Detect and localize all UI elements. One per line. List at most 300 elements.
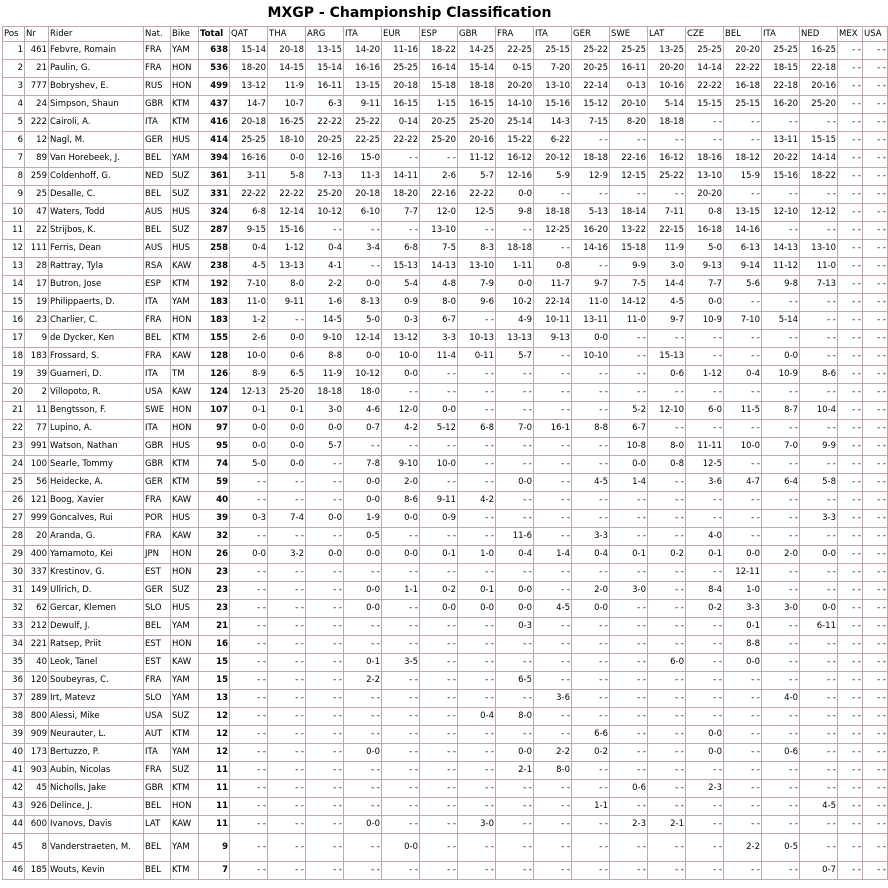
cell-round-result: - - xyxy=(496,816,534,834)
cell-rider: Coldenhoff, G. xyxy=(49,168,144,186)
cell-rider: Ratsep, Priit xyxy=(49,636,144,654)
cell-round-result: - - xyxy=(838,78,863,96)
cell-rider: Aranda, G. xyxy=(49,528,144,546)
cell-round-result: - - xyxy=(382,528,420,546)
cell-round-result: - - xyxy=(762,862,800,880)
cell-bike: HON xyxy=(171,636,199,654)
cell-total: 32 xyxy=(199,528,230,546)
cell-pos: 34 xyxy=(3,636,25,654)
cell-round-result: - - xyxy=(572,438,610,456)
col-header-round: NED xyxy=(800,27,838,42)
cell-round-result: - - xyxy=(800,690,838,708)
cell-round-result: 0-8 xyxy=(648,456,686,474)
cell-round-result: 13-22 xyxy=(610,222,648,240)
cell-round-result: - - xyxy=(534,780,572,798)
cell-round-result: - - xyxy=(458,654,496,672)
cell-round-result: - - xyxy=(686,708,724,726)
cell-round-result: - - xyxy=(800,636,838,654)
cell-round-result: 6-7 xyxy=(420,312,458,330)
cell-round-result: - - xyxy=(268,672,306,690)
cell-round-result: 1-1 xyxy=(572,798,610,816)
cell-bike: KTM xyxy=(171,276,199,294)
cell-nr: 24 xyxy=(25,96,49,114)
cell-round-result: - - xyxy=(306,618,344,636)
cell-round-result: - - xyxy=(496,862,534,880)
cell-round-result: 0-0 xyxy=(268,438,306,456)
cell-round-result: 0-0 xyxy=(306,546,344,564)
cell-round-result: - - xyxy=(762,708,800,726)
cell-round-result: 15-16 xyxy=(268,222,306,240)
cell-round-result: 25-20 xyxy=(420,132,458,150)
cell-round-result: 22-22 xyxy=(268,186,306,204)
cell-nr: 212 xyxy=(25,618,49,636)
cell-round-result: 13-13 xyxy=(268,258,306,276)
cell-round-result: - - xyxy=(230,474,268,492)
cell-round-result: - - xyxy=(572,862,610,880)
table-row xyxy=(3,330,888,348)
cell-round-result: - - xyxy=(420,150,458,168)
cell-round-result: - - xyxy=(268,564,306,582)
cell-round-result: - - xyxy=(610,708,648,726)
cell-round-result: - - xyxy=(648,510,686,528)
cell-round-result: 20-25 xyxy=(572,60,610,78)
cell-round-result: 8-3 xyxy=(458,240,496,258)
cell-round-result: - - xyxy=(306,492,344,510)
cell-round-result: - - xyxy=(610,690,648,708)
cell-round-result: 1-15 xyxy=(420,96,458,114)
cell-nr: 12 xyxy=(25,132,49,150)
cell-round-result: 10-16 xyxy=(648,78,686,96)
cell-round-result: - - xyxy=(534,636,572,654)
cell-round-result: - - xyxy=(230,654,268,672)
cell-round-result: - - xyxy=(496,798,534,816)
cell-round-result: - - xyxy=(534,672,572,690)
cell-round-result: - - xyxy=(230,636,268,654)
cell-round-result: - - xyxy=(534,528,572,546)
cell-round-result: 2-2 xyxy=(534,744,572,762)
cell-nat: JPN xyxy=(144,546,171,564)
cell-round-result: - - xyxy=(762,636,800,654)
cell-round-result: 8-0 xyxy=(534,762,572,780)
cell-round-result: - - xyxy=(800,744,838,762)
cell-round-result: - - xyxy=(420,690,458,708)
cell-round-result: - - xyxy=(230,744,268,762)
cell-round-result: - - xyxy=(762,726,800,744)
cell-round-result: 22-25 xyxy=(496,42,534,60)
cell-round-result: - - xyxy=(838,798,863,816)
cell-round-result: - - xyxy=(648,492,686,510)
cell-pos: 33 xyxy=(3,618,25,636)
cell-round-result: 13-15 xyxy=(306,42,344,60)
cell-nr: 100 xyxy=(25,456,49,474)
col-header-pos: Pos xyxy=(3,27,25,42)
cell-round-result: 20-20 xyxy=(496,78,534,96)
col-header-round: THA xyxy=(268,27,306,42)
cell-round-result: - - xyxy=(496,456,534,474)
table-row xyxy=(3,654,888,672)
cell-round-result: 15-14 xyxy=(458,60,496,78)
cell-round-result: 7-7 xyxy=(382,204,420,222)
cell-round-result: 0-0 xyxy=(800,600,838,618)
cell-bike: KTM xyxy=(171,862,199,880)
cell-round-result: 20-16 xyxy=(458,132,496,150)
cell-round-result: 0-0 xyxy=(572,330,610,348)
cell-round-result: - - xyxy=(838,690,863,708)
cell-nat: GBR xyxy=(144,96,171,114)
cell-round-result: 15-14 xyxy=(230,42,268,60)
cell-round-result: 0-4 xyxy=(496,546,534,564)
cell-round-result: - - xyxy=(610,132,648,150)
cell-round-result: - - xyxy=(534,402,572,420)
cell-round-result: - - xyxy=(762,510,800,528)
cell-round-result: - - xyxy=(800,528,838,546)
table-row xyxy=(3,240,888,258)
cell-round-result: - - xyxy=(572,780,610,798)
cell-total: 124 xyxy=(199,384,230,402)
cell-round-result: - - xyxy=(230,726,268,744)
cell-round-result: 3-5 xyxy=(382,654,420,672)
cell-round-result: - - xyxy=(838,708,863,726)
cell-round-result: - - xyxy=(420,474,458,492)
cell-round-result: 0-0 xyxy=(230,546,268,564)
cell-round-result: 9-13 xyxy=(686,258,724,276)
cell-round-result: 20-12 xyxy=(534,150,572,168)
cell-round-result: 25-20 xyxy=(800,96,838,114)
cell-round-result: - - xyxy=(420,834,458,862)
cell-round-result: 0-4 xyxy=(572,546,610,564)
cell-round-result: - - xyxy=(306,834,344,862)
cell-round-result: - - xyxy=(458,456,496,474)
cell-round-result: 15-18 xyxy=(420,78,458,96)
cell-round-result: 0-0 xyxy=(496,474,534,492)
cell-round-result: 18-18 xyxy=(496,240,534,258)
cell-round-result: 7-4 xyxy=(268,510,306,528)
cell-round-result: 15-18 xyxy=(610,240,648,258)
cell-round-result: 10-0 xyxy=(420,456,458,474)
cell-round-result: 2-1 xyxy=(648,816,686,834)
cell-bike: HON xyxy=(171,564,199,582)
cell-round-result: 15-0 xyxy=(344,150,382,168)
cell-round-result: - - xyxy=(863,564,888,582)
cell-round-result: - - xyxy=(800,294,838,312)
cell-round-result: 0-9 xyxy=(420,510,458,528)
cell-round-result: 5-12 xyxy=(420,420,458,438)
cell-round-result: 0-0 xyxy=(344,744,382,762)
table-row xyxy=(3,222,888,240)
cell-round-result: - - xyxy=(800,672,838,690)
cell-round-result: - - xyxy=(762,492,800,510)
cell-bike: YAM xyxy=(171,294,199,312)
cell-nr: 25 xyxy=(25,186,49,204)
cell-pos: 32 xyxy=(3,600,25,618)
cell-round-result: - - xyxy=(863,780,888,798)
cell-round-result: 7-5 xyxy=(420,240,458,258)
cell-round-result: 0-3 xyxy=(496,618,534,636)
cell-round-result: 15-13 xyxy=(648,348,686,366)
cell-nr: 461 xyxy=(25,42,49,60)
cell-round-result: - - xyxy=(382,150,420,168)
cell-round-result: 2-0 xyxy=(762,546,800,564)
cell-nat: SLO xyxy=(144,690,171,708)
cell-round-result: 3-3 xyxy=(724,600,762,618)
cell-nat: BEL xyxy=(144,330,171,348)
cell-round-result: 9-10 xyxy=(306,330,344,348)
cell-round-result: - - xyxy=(382,672,420,690)
cell-round-result: 3-3 xyxy=(572,528,610,546)
col-header-round: ITA xyxy=(762,27,800,42)
cell-round-result: - - xyxy=(838,168,863,186)
cell-round-result: - - xyxy=(863,366,888,384)
cell-round-result: - - xyxy=(800,348,838,366)
cell-round-result: 18-12 xyxy=(724,150,762,168)
cell-nat: SWE xyxy=(144,402,171,420)
cell-total: 15 xyxy=(199,654,230,672)
cell-bike: HUS xyxy=(171,600,199,618)
cell-round-result: - - xyxy=(572,816,610,834)
cell-round-result: - - xyxy=(762,816,800,834)
cell-round-result: - - xyxy=(306,780,344,798)
cell-round-result: - - xyxy=(838,582,863,600)
cell-round-result: 2-3 xyxy=(610,816,648,834)
cell-rider: Frossard, S. xyxy=(49,348,144,366)
cell-round-result: - - xyxy=(268,600,306,618)
cell-round-result: - - xyxy=(610,366,648,384)
cell-round-result: 3-0 xyxy=(610,582,648,600)
cell-round-result: - - xyxy=(268,690,306,708)
cell-round-result: 13-15 xyxy=(724,204,762,222)
cell-round-result: 11-9 xyxy=(648,240,686,258)
cell-round-result: - - xyxy=(572,618,610,636)
cell-pos: 25 xyxy=(3,474,25,492)
cell-pos: 24 xyxy=(3,456,25,474)
cell-round-result: - - xyxy=(863,582,888,600)
cell-round-result: - - xyxy=(420,366,458,384)
cell-total: 437 xyxy=(199,96,230,114)
cell-round-result: 16-12 xyxy=(648,150,686,168)
cell-round-result: - - xyxy=(230,834,268,862)
cell-round-result: 0-1 xyxy=(344,654,382,672)
cell-round-result: - - xyxy=(268,762,306,780)
cell-round-result: 5-4 xyxy=(382,276,420,294)
cell-round-result: 8-13 xyxy=(344,294,382,312)
cell-round-result: - - xyxy=(458,726,496,744)
cell-rider: Boog, Xavier xyxy=(49,492,144,510)
cell-nr: 337 xyxy=(25,564,49,582)
col-header-round: ITA xyxy=(534,27,572,42)
cell-round-result: - - xyxy=(344,258,382,276)
cell-round-result: 18-18 xyxy=(306,384,344,402)
cell-round-result: - - xyxy=(230,780,268,798)
cell-round-result: - - xyxy=(863,672,888,690)
cell-round-result: 0-0 xyxy=(420,402,458,420)
cell-round-result: - - xyxy=(496,564,534,582)
cell-rider: Ullrich, D. xyxy=(49,582,144,600)
cell-round-result: 15-16 xyxy=(762,168,800,186)
cell-round-result: 16-16 xyxy=(230,150,268,168)
cell-pos: 4 xyxy=(3,96,25,114)
cell-round-result: - - xyxy=(686,618,724,636)
cell-round-result: - - xyxy=(648,132,686,150)
cell-total: 74 xyxy=(199,456,230,474)
table-row xyxy=(3,474,888,492)
col-header-round: MEX xyxy=(838,27,863,42)
col-header-round: SWE xyxy=(610,27,648,42)
cell-round-result: 12-9 xyxy=(572,168,610,186)
cell-round-result: 11-16 xyxy=(382,42,420,60)
cell-round-result: 25-22 xyxy=(648,168,686,186)
cell-nr: 111 xyxy=(25,240,49,258)
cell-nr: 991 xyxy=(25,438,49,456)
cell-round-result: 0-0 xyxy=(344,474,382,492)
cell-round-result: 0-0 xyxy=(496,276,534,294)
cell-round-result: - - xyxy=(230,600,268,618)
cell-round-result: - - xyxy=(610,654,648,672)
cell-round-result: 5-9 xyxy=(534,168,572,186)
cell-round-result: - - xyxy=(838,546,863,564)
cell-round-result: 0-0 xyxy=(306,420,344,438)
cell-round-result: 16-20 xyxy=(762,96,800,114)
cell-rider: Dewulf, J. xyxy=(49,618,144,636)
cell-round-result: 0-14 xyxy=(382,114,420,132)
col-header-rider: Rider xyxy=(49,27,144,42)
cell-bike: HUS xyxy=(171,510,199,528)
cell-bike: SUZ xyxy=(171,186,199,204)
cell-nr: 222 xyxy=(25,114,49,132)
cell-round-result: 0-0 xyxy=(686,294,724,312)
cell-pos: 43 xyxy=(3,798,25,816)
cell-total: 23 xyxy=(199,582,230,600)
cell-nr: 259 xyxy=(25,168,49,186)
cell-round-result: - - xyxy=(724,672,762,690)
cell-rider: Goncalves, Rui xyxy=(49,510,144,528)
cell-round-result: - - xyxy=(572,690,610,708)
cell-round-result: - - xyxy=(496,654,534,672)
cell-round-result: - - xyxy=(648,672,686,690)
cell-round-result: - - xyxy=(420,816,458,834)
cell-round-result: - - xyxy=(838,384,863,402)
cell-round-result: 1-12 xyxy=(686,366,724,384)
cell-round-result: - - xyxy=(838,330,863,348)
cell-nat: FRA xyxy=(144,672,171,690)
cell-round-result: - - xyxy=(648,780,686,798)
cell-pos: 28 xyxy=(3,528,25,546)
cell-round-result: 1-0 xyxy=(724,582,762,600)
cell-round-result: - - xyxy=(648,330,686,348)
cell-round-result: 13-25 xyxy=(648,42,686,60)
cell-bike: KTM xyxy=(171,114,199,132)
cell-rider: Simpson, Shaun xyxy=(49,96,144,114)
cell-nat: AUS xyxy=(144,240,171,258)
cell-round-result: - - xyxy=(863,186,888,204)
cell-nat: NED xyxy=(144,168,171,186)
table-row xyxy=(3,564,888,582)
cell-round-result: - - xyxy=(420,438,458,456)
cell-round-result: - - xyxy=(838,474,863,492)
cell-round-result: - - xyxy=(648,420,686,438)
cell-round-result: - - xyxy=(863,240,888,258)
cell-round-result: - - xyxy=(863,330,888,348)
cell-round-result: - - xyxy=(863,600,888,618)
cell-round-result: 14-5 xyxy=(306,312,344,330)
cell-round-result: - - xyxy=(610,348,648,366)
cell-round-result: - - xyxy=(863,402,888,420)
col-header-round: USA xyxy=(863,27,888,42)
cell-nr: 909 xyxy=(25,726,49,744)
cell-rider: Heidecke, A. xyxy=(49,474,144,492)
cell-round-result: 3-0 xyxy=(648,258,686,276)
cell-round-result: - - xyxy=(838,312,863,330)
cell-bike: YAM xyxy=(171,834,199,862)
cell-round-result: - - xyxy=(686,834,724,862)
cell-round-result: - - xyxy=(863,816,888,834)
cell-pos: 2 xyxy=(3,60,25,78)
cell-bike: HUS xyxy=(171,438,199,456)
cell-rider: Nagl, M. xyxy=(49,132,144,150)
cell-round-result: - - xyxy=(800,312,838,330)
cell-total: 638 xyxy=(199,42,230,60)
table-row xyxy=(3,780,888,798)
cell-round-result: - - xyxy=(686,384,724,402)
cell-round-result: - - xyxy=(838,564,863,582)
cell-nr: 20 xyxy=(25,528,49,546)
cell-nr: 9 xyxy=(25,330,49,348)
cell-bike: YAM xyxy=(171,150,199,168)
cell-round-result: 3-0 xyxy=(306,402,344,420)
cell-round-result: 0-0 xyxy=(344,582,382,600)
cell-round-result: - - xyxy=(458,438,496,456)
cell-rider: Irt, Matevz xyxy=(49,690,144,708)
cell-round-result: 0-3 xyxy=(382,312,420,330)
cell-round-result: 9-7 xyxy=(648,312,686,330)
cell-round-result: 8-0 xyxy=(420,294,458,312)
cell-round-result: - - xyxy=(306,708,344,726)
table-row xyxy=(3,384,888,402)
cell-rider: Neurauter, L. xyxy=(49,726,144,744)
cell-pos: 15 xyxy=(3,294,25,312)
cell-round-result: - - xyxy=(344,222,382,240)
cell-rider: Ivanovs, Davis xyxy=(49,816,144,834)
cell-round-result: 18-16 xyxy=(686,150,724,168)
cell-round-result: - - xyxy=(724,780,762,798)
cell-round-result: 8-6 xyxy=(800,366,838,384)
page-title: MXGP - Championship Classification xyxy=(267,5,552,21)
cell-round-result: - - xyxy=(534,366,572,384)
table-row xyxy=(3,672,888,690)
cell-round-result: - - xyxy=(306,726,344,744)
cell-round-result: 18-22 xyxy=(800,168,838,186)
cell-round-result: 3-3 xyxy=(420,330,458,348)
cell-round-result: - - xyxy=(572,636,610,654)
cell-round-result: 12-0 xyxy=(382,402,420,420)
cell-round-result: - - xyxy=(800,114,838,132)
cell-round-result: 14-11 xyxy=(382,168,420,186)
cell-round-result: 15-16 xyxy=(534,96,572,114)
cell-round-result: - - xyxy=(306,862,344,880)
cell-nat: FRA xyxy=(144,528,171,546)
cell-bike: KTM xyxy=(171,726,199,744)
cell-pos: 6 xyxy=(3,132,25,150)
cell-round-result: - - xyxy=(268,862,306,880)
table-row xyxy=(3,42,888,60)
cell-round-result: - - xyxy=(610,726,648,744)
cell-round-result: 13-11 xyxy=(762,132,800,150)
cell-round-result: - - xyxy=(800,780,838,798)
cell-round-result: 16-12 xyxy=(496,150,534,168)
cell-round-result: 0-0 xyxy=(762,348,800,366)
cell-round-result: 0-0 xyxy=(800,546,838,564)
cell-bike: HON xyxy=(171,60,199,78)
cell-round-result: - - xyxy=(800,384,838,402)
